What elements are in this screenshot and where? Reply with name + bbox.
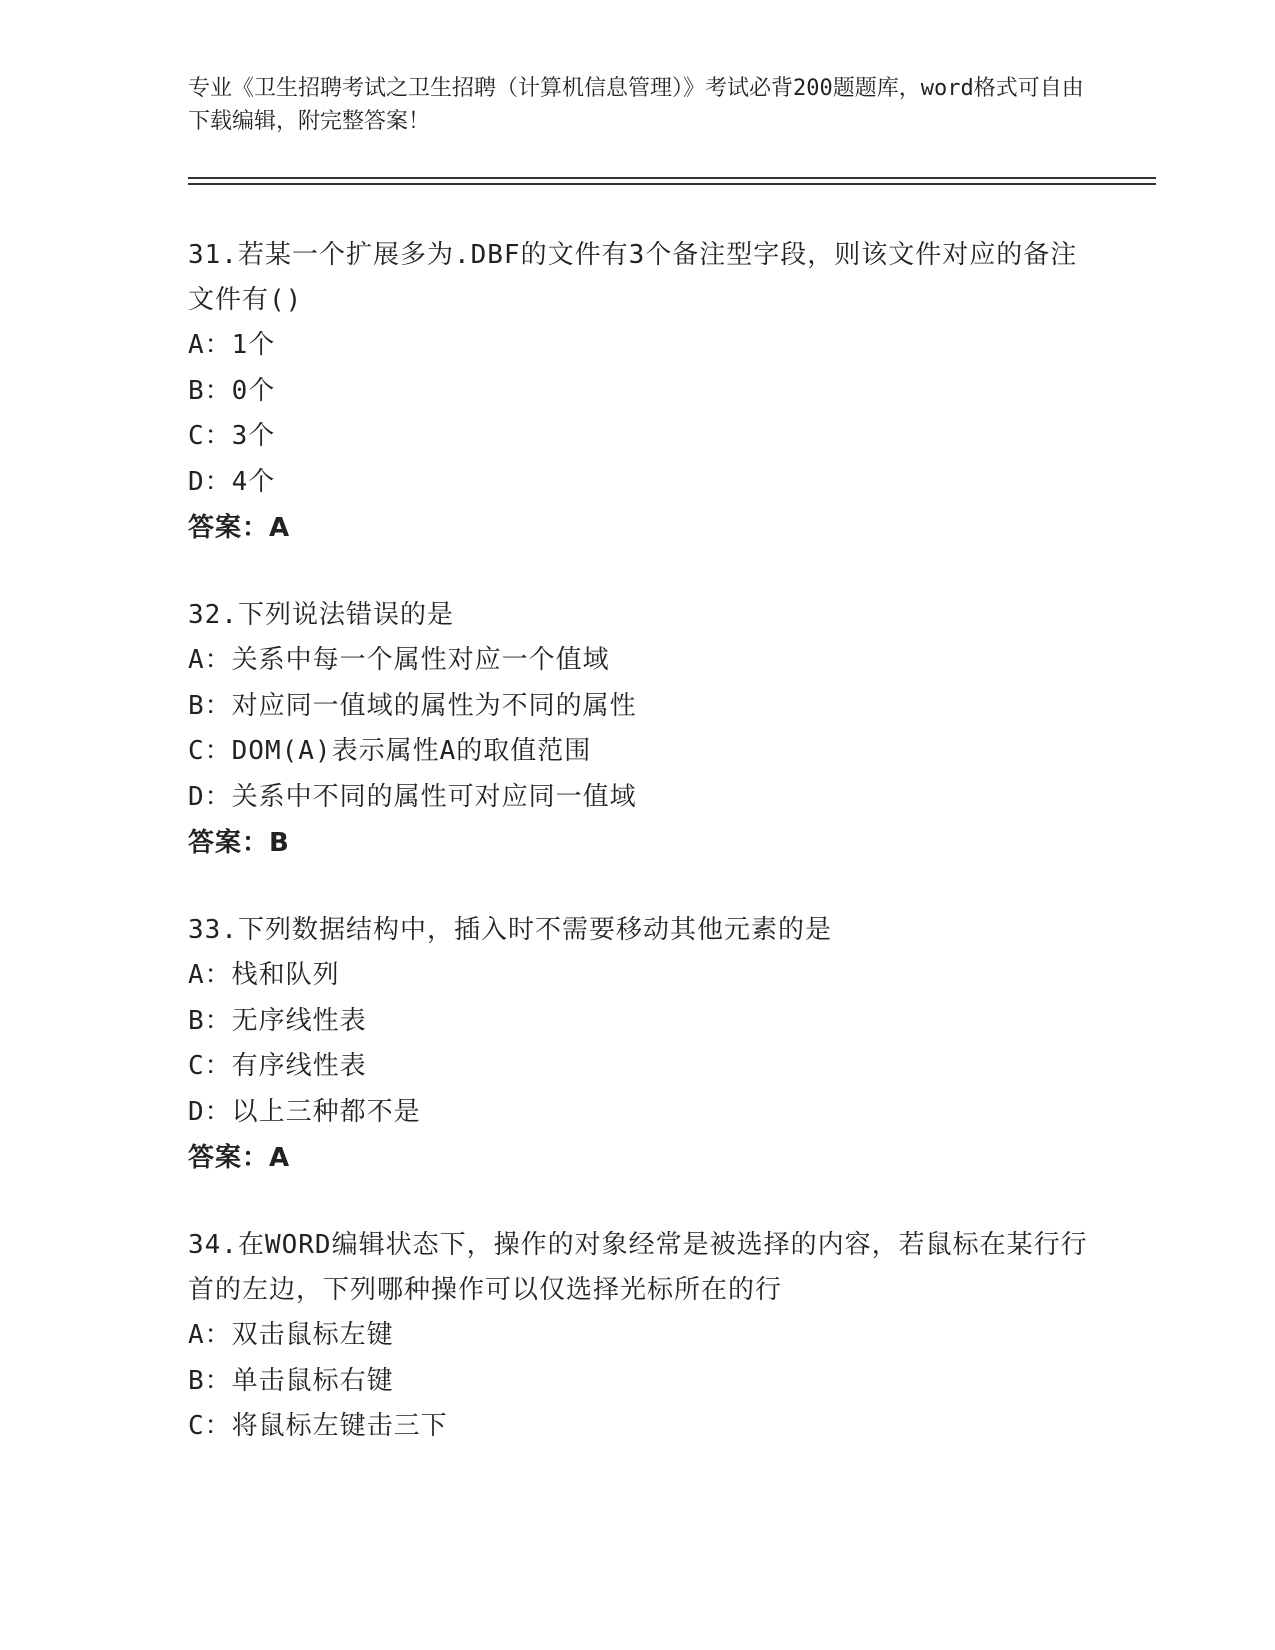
option-d: D：4个: [188, 466, 276, 497]
option-b: B：无序线性表: [188, 1005, 367, 1036]
option-d: D：关系中不同的属性可对应同一值域: [188, 781, 637, 812]
option-b: B：0个: [188, 375, 276, 406]
option-c: C：将鼠标左键击三下: [188, 1411, 448, 1441]
document-header: 专业《卫生招聘考试之卫生招聘（计算机信息管理）》考试必背200题题库，word格式可自由下载编辑，附完整答案！: [188, 76, 1084, 134]
option-d: D：以上三种都不是: [188, 1096, 421, 1127]
question-34: [188, 1223, 1088, 1450]
option-a: A：1个: [188, 330, 276, 360]
answer-line: 答案：A: [188, 513, 291, 543]
question-stem: 33.下列数据结构中，插入时不需要移动其他元素的是: [188, 915, 832, 945]
question-stem: 32.下列说法错误的是: [188, 600, 454, 630]
option-a: A：栈和队列: [188, 960, 340, 990]
header-divider-top: [188, 177, 1156, 179]
answer-line: 答案：B: [188, 828, 290, 858]
question-32: [188, 593, 1088, 866]
option-a: A：双击鼠标左键: [188, 1320, 394, 1350]
option-c: C：3个: [188, 421, 276, 451]
option-b: B：对应同一值域的属性为不同的属性: [188, 690, 637, 721]
option-c: C：DOM(A)表示属性A的取值范围: [188, 736, 592, 766]
question-list: [188, 233, 1088, 1492]
option-a: A：关系中每一个属性对应一个值域: [188, 645, 610, 675]
question-31: [188, 233, 1088, 551]
option-b: B：单击鼠标右键: [188, 1365, 394, 1396]
question-stem: 34.在WORD编辑状态下，操作的对象经常是被选择的内容，若鼠标在某行行首的左边，下列哪种操作可以仅选择光标所在的行: [188, 1230, 1088, 1305]
question-33: [188, 908, 1088, 1181]
question-stem: 31.若某一个扩展多为.DBF的文件有3个备注型字段，则该文件对应的备注文件有(): [188, 240, 1078, 315]
header-divider-bottom: [188, 183, 1156, 185]
option-c: C：有序线性表: [188, 1051, 367, 1081]
answer-line: 答案：A: [188, 1143, 291, 1173]
